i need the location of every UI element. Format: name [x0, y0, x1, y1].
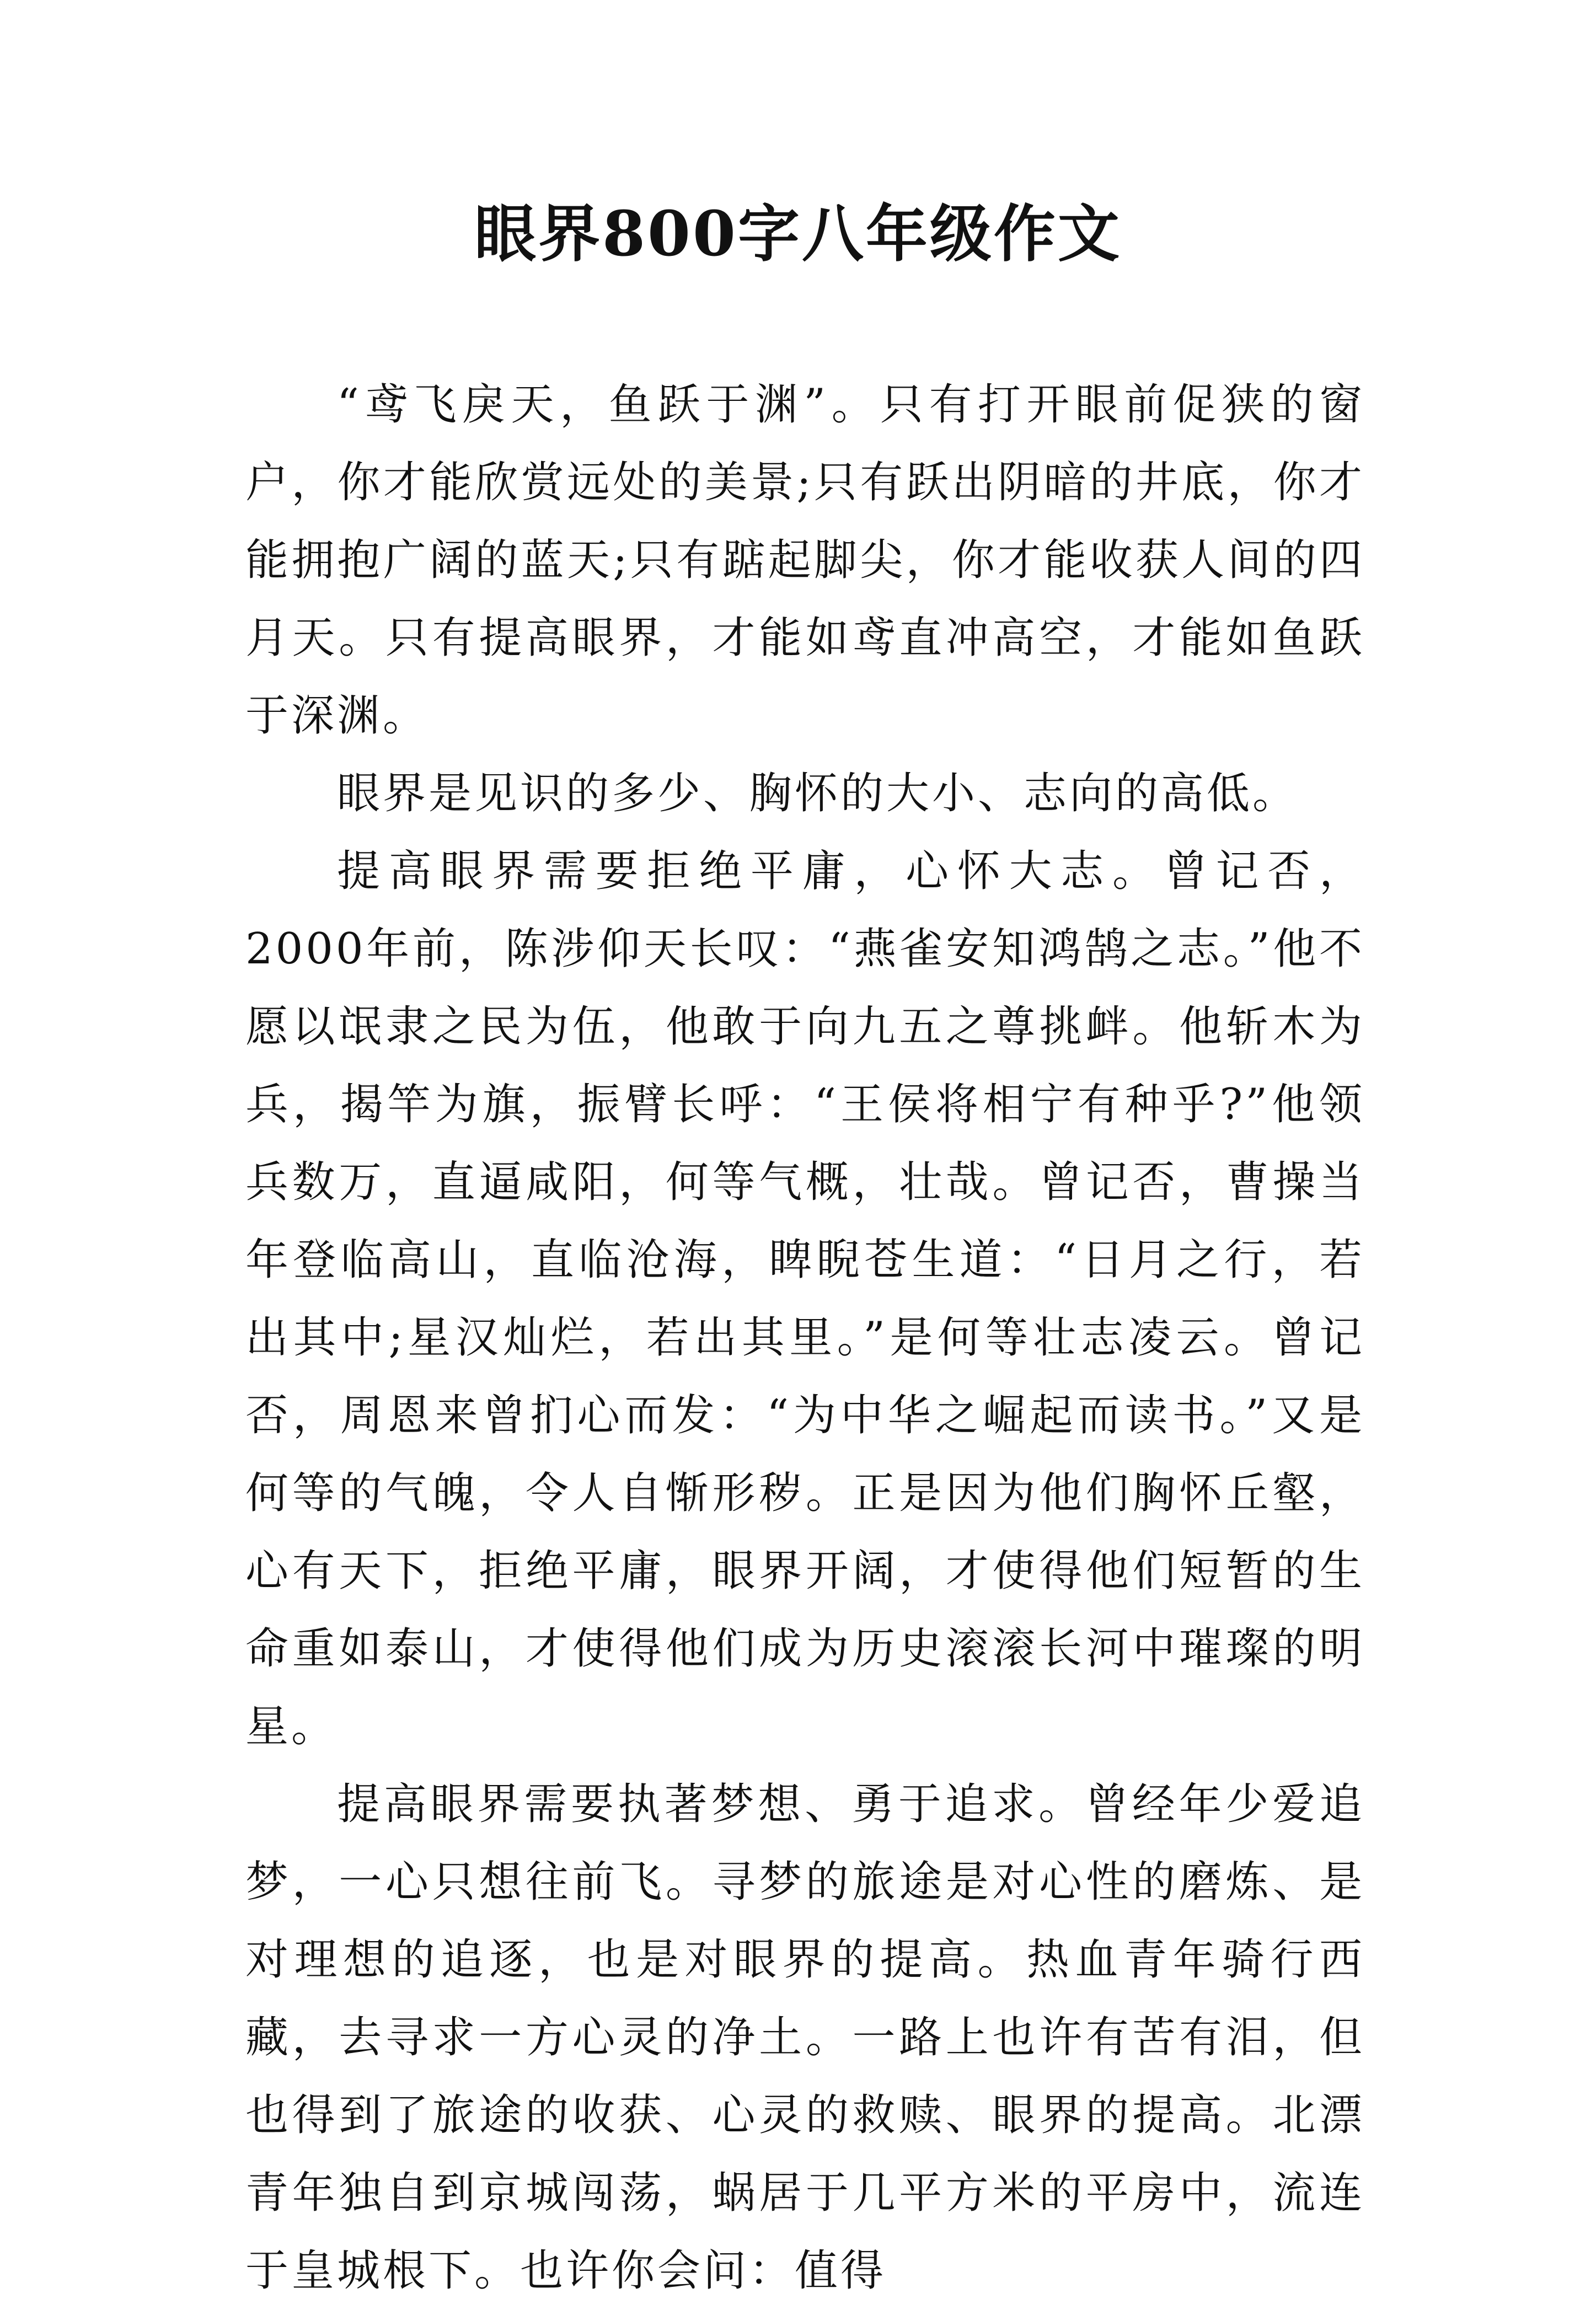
document-title: 眼界800字八年级作文: [474, 198, 1122, 270]
paragraph-1: “鸢飞戾天，鱼跃于渊”。只有打开眼前促狭的窗户，你才能欣赏远处的美景;只有跃出阴暗的井底，你才能拥抱广阔的蓝天;只有踮起脚尖，你才能收获人间的四月天。只有提高眼界，才能如鸢直冲高空，才能如鱼跃于深渊。: [245, 380, 1365, 741]
paragraph-4: 提高眼界需要执著梦想、勇于追求。曾经年少爱追梦，一心只想往前飞。寻梦的旅途是对心性的磨炼、是对理想的追逐，也是对眼界的提高。热血青年骑行西藏，去寻求一方心灵的净土。一路上也许有苦有泪，但也得到了旅途的收获、心灵的救赎、眼界的提高。北漂青年独自到京城闯荡，蜗居于几平方米的平房中，流连于皇城根下。也许你会问：值得: [245, 1780, 1365, 2296]
document-body: [245, 366, 1365, 2310]
paragraph-3: 提高眼界需要拒绝平庸，心怀大志。曾记否，2000年前，陈涉仰天长叹：“燕雀安知鸿鹄之志。”他不愿以氓隶之民为伍，他敢于向九五之尊挑衅。他斩木为兵，揭竿为旗，振臂长呼：“王侯将相宁有种乎?”他领兵数万，直逼咸阳，何等气概，壮哉。曾记否，曹操当年登临高山，直临沧海，睥睨苍生道：“日月之行，若出其中;星汉灿烂，若出其里。”是何等壮志凌云。曾记否，周恩来曾扪心而发：“为中华之崛起而读书。”又是何等的气魄，令人自惭形秽。正是因为他们胸怀丘壑，心有天下，拒绝平庸，眼界开阔，才使得他们短暂的生命重如泰山，才使得他们成为历史滚滚长河中璀璨的明星。: [245, 846, 1365, 1751]
paragraph-2: 眼界是见识的多少、胸怀的大小、志向的高低。: [337, 769, 1299, 818]
